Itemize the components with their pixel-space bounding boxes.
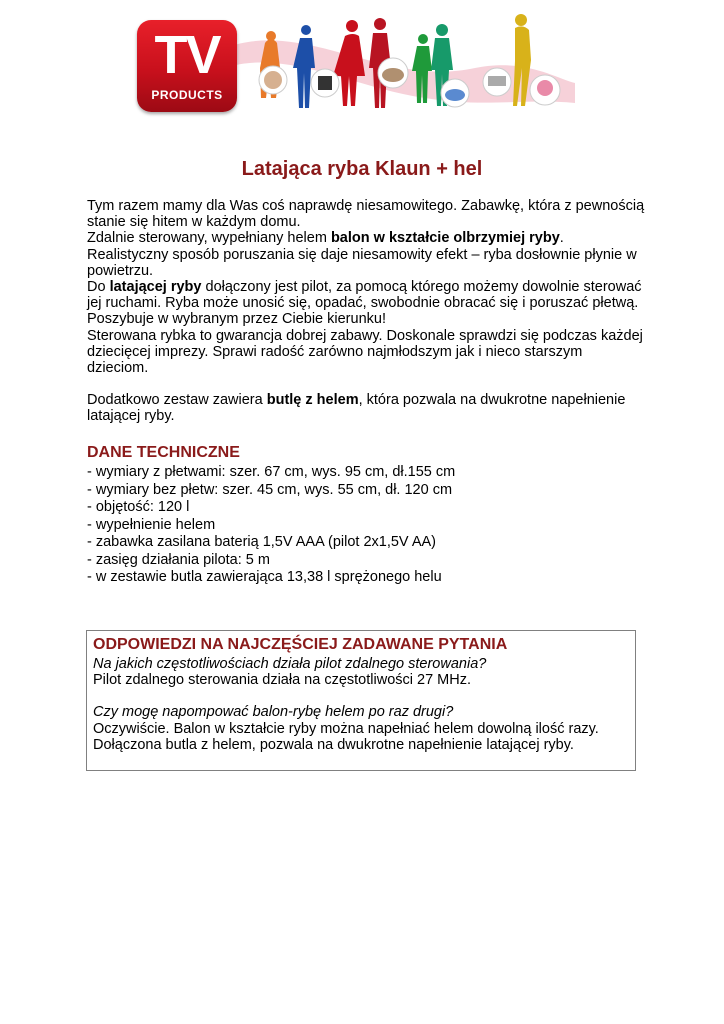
intro-paragraph-6: Dodatkowo zestaw zawiera butlę z helem, która pozwala na dwukrotne napełnienie latającej ryby. xyxy=(87,392,626,425)
specs-heading: DANE TECHNICZNE xyxy=(87,444,240,461)
intro-paragraph-1: Tym razem mamy dla Was coś naprawdę niesamowitego. Zabawkę, która z pewnością stanie się hitem w każdym domu. xyxy=(87,198,645,231)
banner-illustration xyxy=(225,8,575,118)
intro-paragraph-5: Sterowana rybka to gwarancja dobrej zabawy. Doskonale sprawdzi się podczas każdej dziecięcej imprezy. Sprawi radość zarówno najmłodszym jak i nieco starszym dzieciom. xyxy=(87,327,643,377)
spec-item: - w zestawie butla zawierająca 13,38 l sprężonego helu xyxy=(87,569,442,585)
intro-paragraph-4: Do latającej ryby dołączony jest pilot, za pomocą którego możemy dowolnie sterować jej ruchami. Ryba może unosić się, opadać, swobodnie obracać się i poruszać płetwą. Poszybuje w wybranym przez Ciebie kierunku! xyxy=(87,279,642,328)
spec-item: - wymiary bez płetw: szer. 45 cm, wys. 55 cm, dł. 120 cm xyxy=(87,481,453,498)
logo-main-text: TV xyxy=(154,25,220,85)
spec-item: - objętość: 120 l xyxy=(87,499,190,515)
faq-heading: ODPOWIEDZI NA NAJCZĘŚCIEJ ZADAWANE PYTANIA xyxy=(93,636,508,653)
faq-answer-2-line-2: Dołączona butla z helem, pozwala na dwukrotne napełnienie latającej ryby. xyxy=(93,736,574,753)
logo-sub-text: PRODUCTS xyxy=(151,88,223,102)
header-banner xyxy=(135,8,575,118)
faq-question-1: Na jakich częstotliwościach działa pilot zdalnego sterowania? xyxy=(93,656,487,672)
faq-box xyxy=(86,630,636,771)
intro-paragraph-2: Zdalnie sterowany, wypełniany helem balon w kształcie olbrzymiej ryby. xyxy=(87,230,564,247)
page-title: Latająca ryba Klaun + hel xyxy=(241,158,483,180)
intro-paragraph-3: Realistyczny sposób poruszania się daje niesamowity efekt – ryba dosłownie płynie w powietrzu. xyxy=(87,246,637,279)
spec-item: - wymiary z płetwami: szer. 67 cm, wys. 95 cm, dł.155 cm xyxy=(87,464,456,480)
product-description xyxy=(87,198,647,425)
faq-answer-2-line-1: Oczywiście. Balon w kształcie ryby można napełniać helem dowolną ilość razy. xyxy=(93,720,599,737)
faq-question-2: Czy mogę napompować balon-rybę helem po raz drugi? xyxy=(93,704,454,721)
spec-item: - zasięg działania pilota: 5 m xyxy=(87,551,270,568)
specs-list xyxy=(87,464,647,587)
tv-products-logo xyxy=(137,20,237,112)
spec-item: - wypełnienie helem xyxy=(87,516,216,533)
faq-answer-1: Pilot zdalnego sterowania działa na częstotliwości 27 MHz. xyxy=(93,672,471,689)
spec-item: - zabawka zasilana baterią 1,5V AAA (pilot 2x1,5V AA) xyxy=(87,534,437,550)
